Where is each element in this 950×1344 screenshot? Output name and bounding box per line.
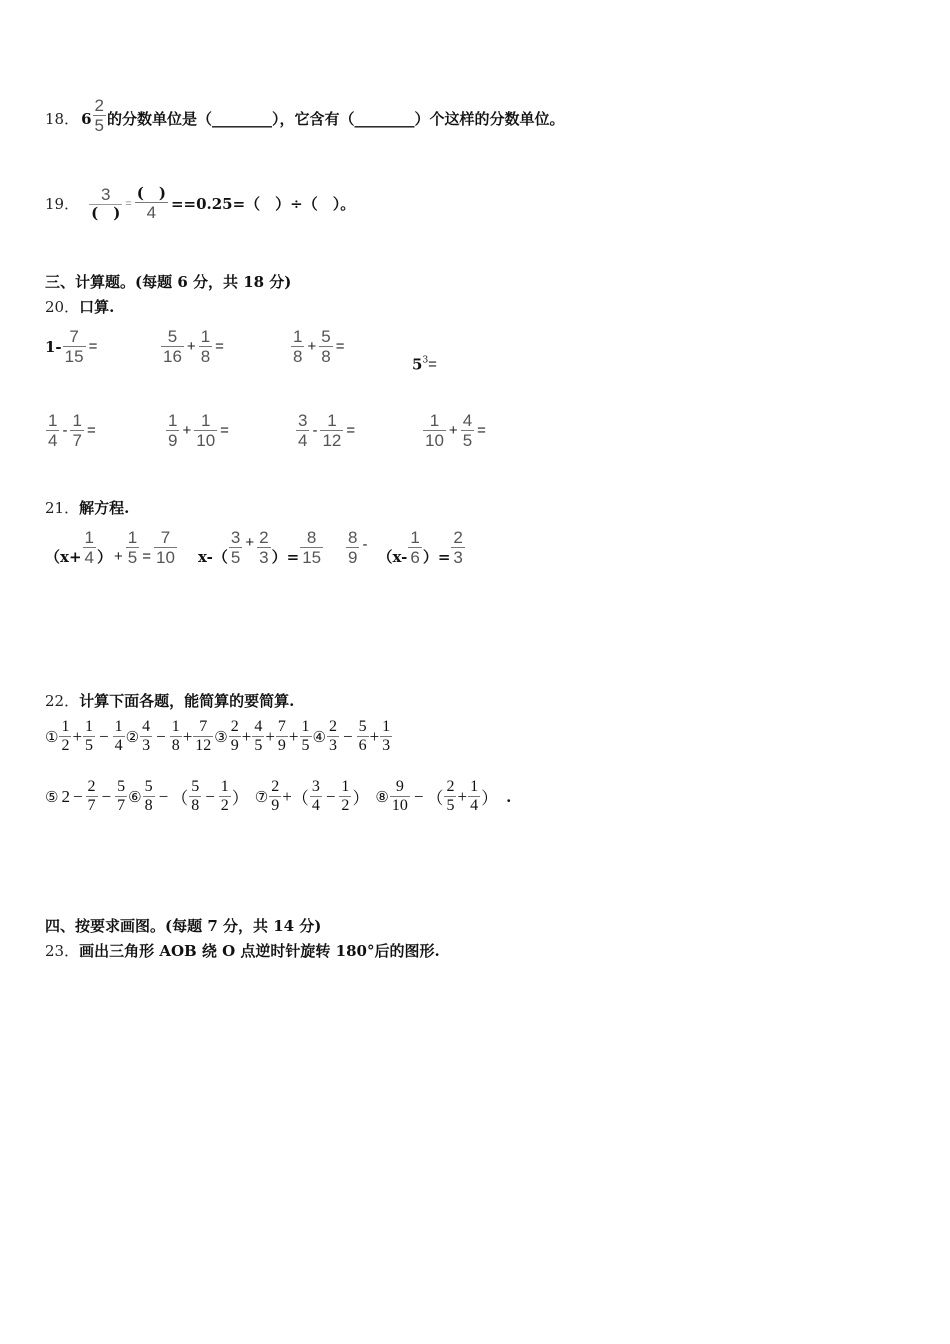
oral-calc-2: 5 16 + $\frac{1}{8}$ = <box>163 327 224 366</box>
section-heading: 四、按要求画图。(每题 7 分，共 14 分) <box>45 917 322 935</box>
oral-calc-3: 1 8 + $\frac{5}{8}$ = <box>293 327 345 366</box>
oral-calc-4: $5^3=$ <box>412 355 437 374</box>
simplify-row-1: ① 1 2 + $\frac{1}{5}$ − $\frac{1}{4}$ ② 4 3 − $\frac{1}{8}$ + $\frac{7}{12}$ ③ 2 9 + $\frac{4}{5}$ + $\frac{7}{9}$ + $\frac{1}{5}$ ④ 2 3 − $\frac{5}{6}$ + $\frac{1}{3}$ <box>45 718 391 754</box>
oral-calc-8: 1 10 + $\frac{4}{5}$ = <box>425 411 486 450</box>
question-number: 19． <box>45 195 80 213</box>
oral-calc-7: 3 4 - $\frac{1}{12}$ = <box>298 411 356 450</box>
question-22: 22． 计算下面各题，能简算的要简算. <box>45 692 295 710</box>
oral-calc-6: 1 9 + $\frac{1}{10}$ = <box>168 411 229 450</box>
question-20: 20． 口算. <box>45 298 115 316</box>
question-19: 19． 3 ( ) = ( ) 4 ==0.25=（ ）÷（ ）。 <box>45 184 356 222</box>
simplify-row-2: ⑤ 2 − $\frac{2}{7}$ − $\frac{5}{7}$ ⑥ 5 8 − （ 5 8 − $\frac{1}{2}$ ） ⑦ 2 9 + （ 3 4 − $\frac{1}{2}$ ） ⑧ 9 10 − （ 2 5 + $\frac{1}{4}$ ） . <box>45 778 512 814</box>
question-18: 18． 6 2 5 的分数单位是（ ________ ），它含有（ ________ ）个这样的分数单位。 <box>45 96 565 135</box>
equation-1: （x+ $\frac{1}{4}$ ） + $\frac{1}{5}$ = $\frac{7}{10}$ <box>45 528 175 567</box>
question-23: 23． 画出三角形 AOB 绕 O 点逆时针旋转 180°后的图形. <box>45 942 440 960</box>
question-21: 21． 解方程. <box>45 499 130 517</box>
fraction: 3 ( ) <box>91 185 121 222</box>
section-heading: 三、计算题。(每题 6 分，共 18 分) <box>45 273 292 291</box>
oral-calc-1: 1- $\frac{7}{15}$ = <box>45 327 98 366</box>
mixed-number-fraction: 2 5 <box>94 96 104 135</box>
oral-calc-5: 1 4 - $\frac{1}{7}$ = <box>48 411 96 450</box>
equation-2: x-（ 3 5 + $\frac{2}{3}$ ）= $\frac{8}{15}$ <box>198 528 322 567</box>
answer-blank[interactable]: ________ <box>212 109 273 128</box>
equation-3: 8 9 - （x- 1 6 ）= $\frac{2}{3}$ <box>348 528 463 567</box>
answer-blank[interactable]: ________ <box>354 109 415 128</box>
fraction: ( ) 4 <box>136 184 166 222</box>
question-number: 18． <box>45 110 80 128</box>
mixed-number-whole: 6 <box>81 109 92 128</box>
